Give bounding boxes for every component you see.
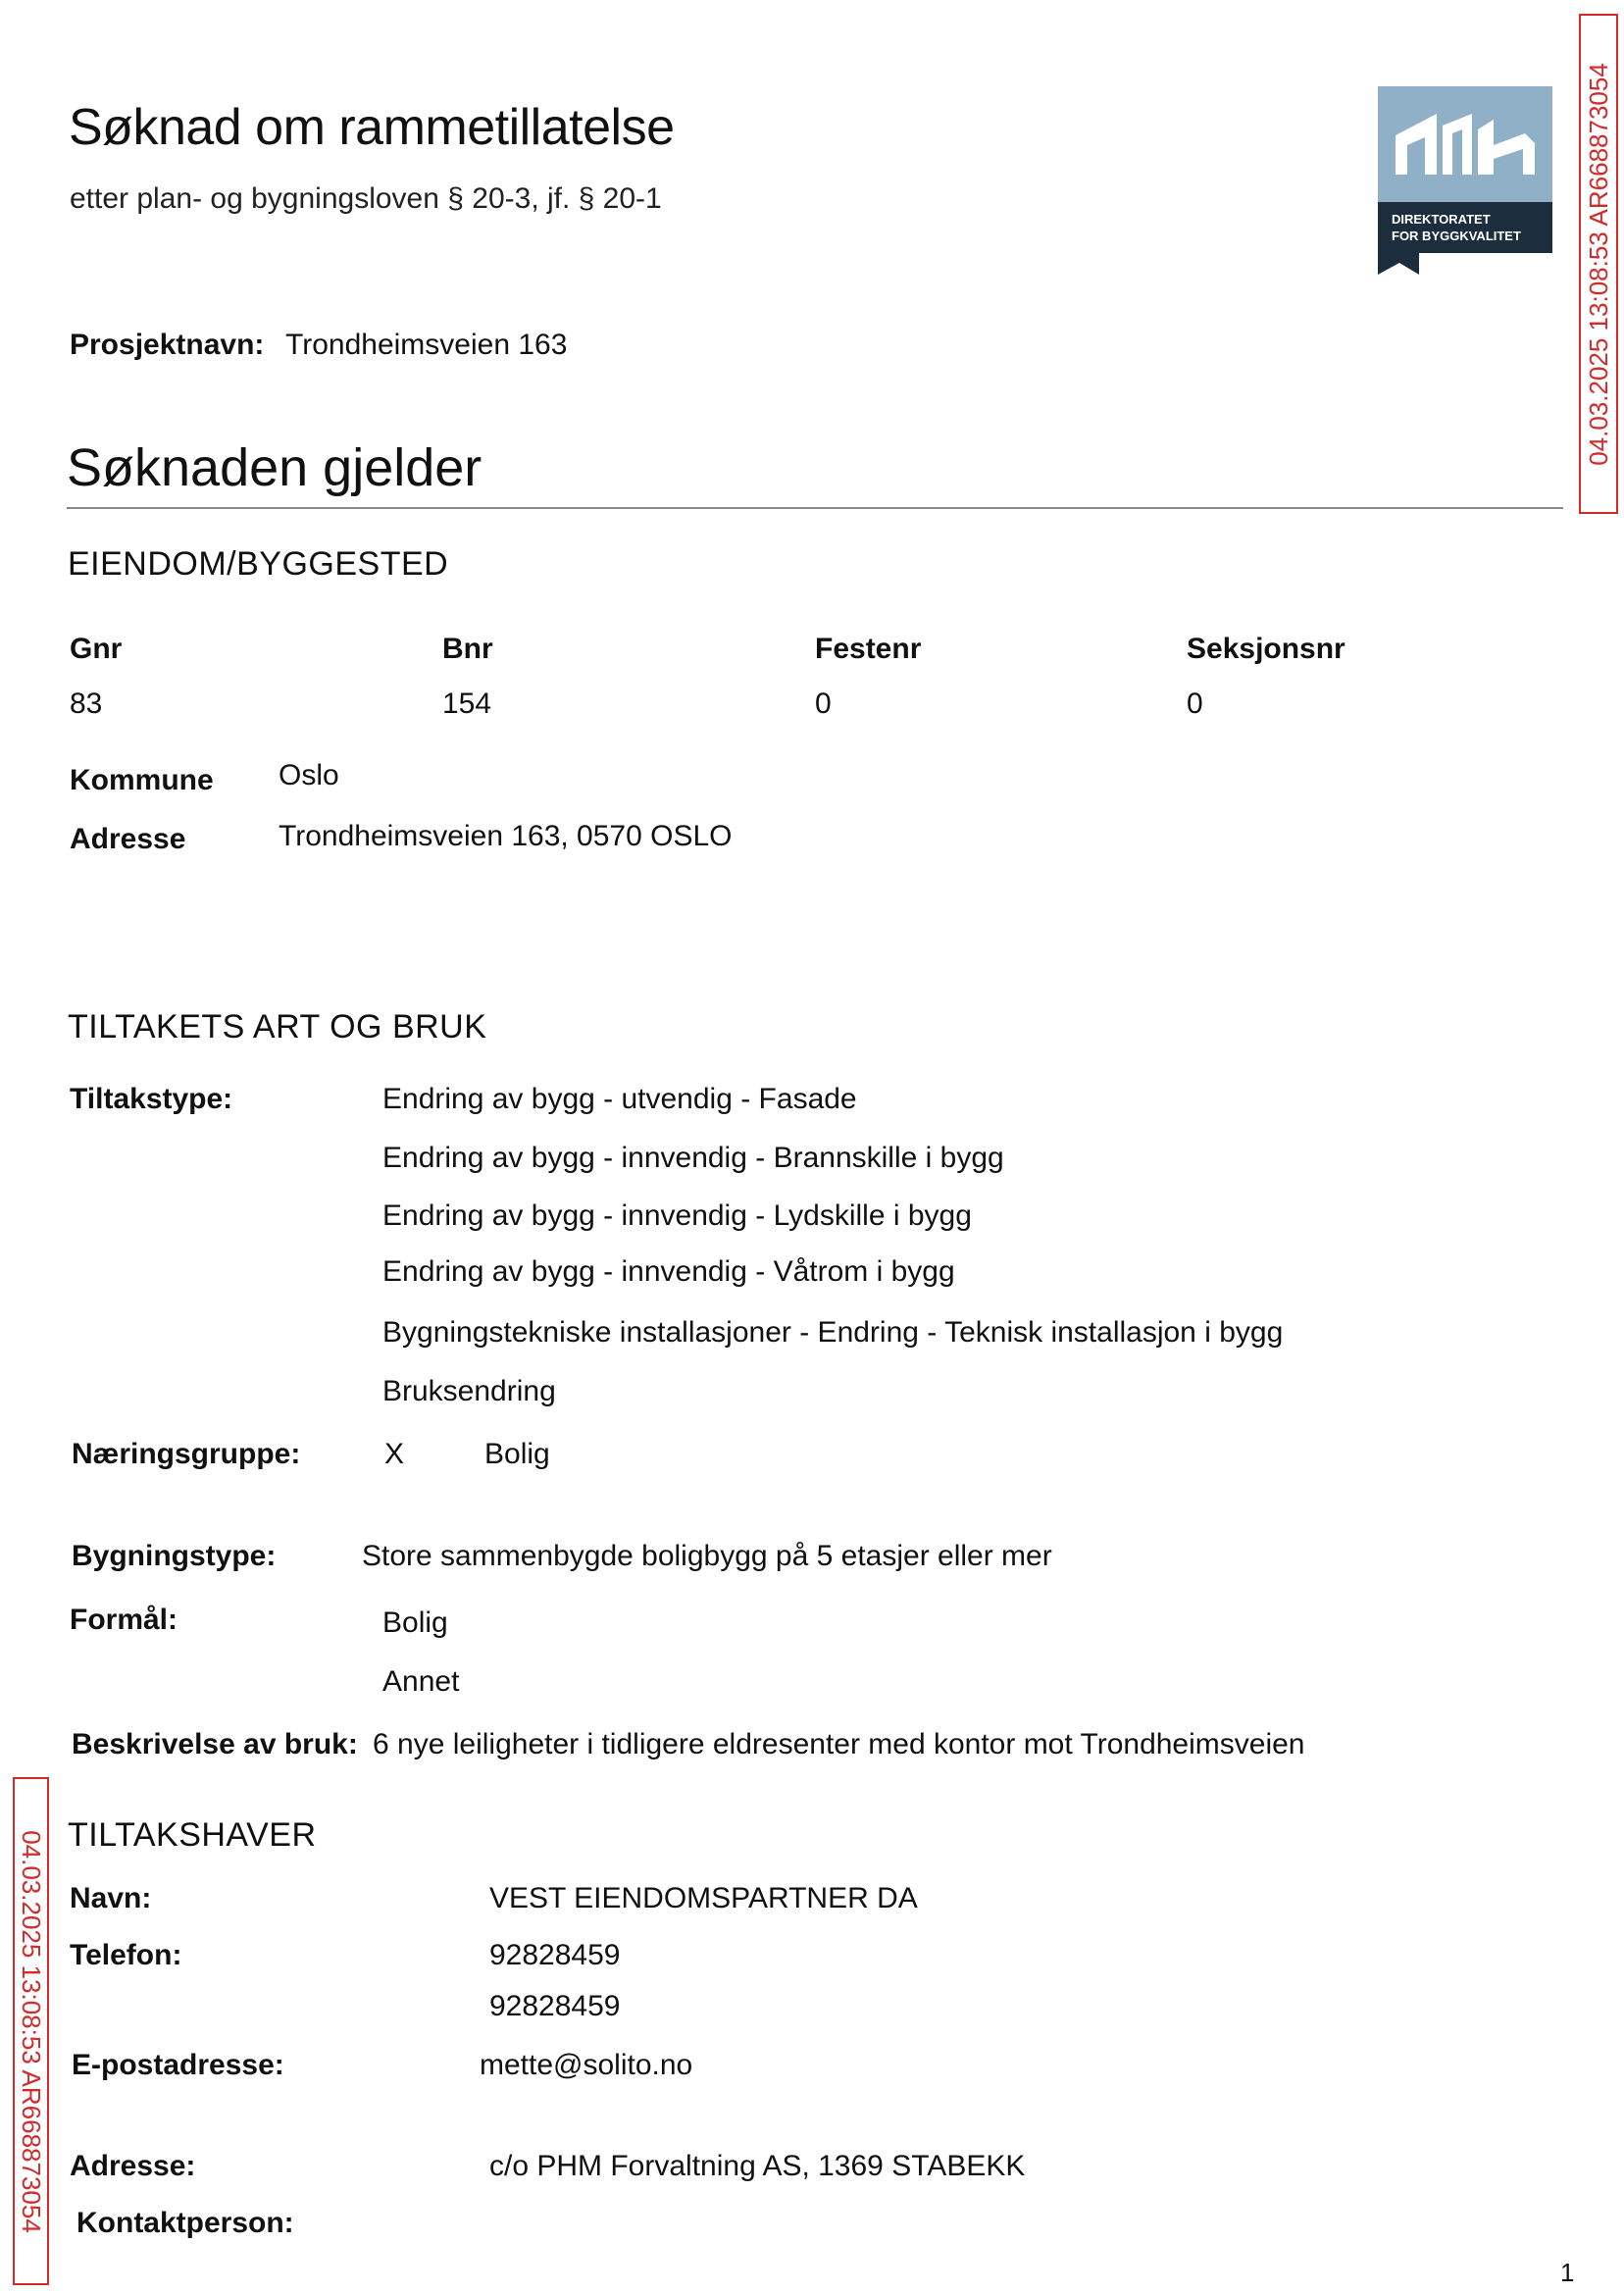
- naeringsgruppe-code: X: [384, 1438, 405, 1470]
- formaal-item: Annet: [382, 1665, 460, 1698]
- logo-text-line2: FOR BYGGKVALITET: [1392, 229, 1521, 243]
- tiltakstype-item: Endring av bygg - innvendig - Brannskille i bygg: [382, 1142, 1004, 1174]
- stamp-text: 04.03.2025 13:08:53 AR668873054: [17, 1829, 47, 2233]
- tiltakstype-item: Endring av bygg - innvendig - Våtrom i bygg: [382, 1255, 955, 1288]
- logo-text-line1: DIREKTORATET: [1392, 212, 1491, 227]
- festenr-label: Festenr: [815, 633, 922, 665]
- registration-stamp-left: [13, 1777, 49, 2285]
- dibk-logo-icon: [1378, 86, 1552, 275]
- tiltakshaver-adresse-value: c/o PHM Forvaltning AS, 1369 STABEKK: [489, 2150, 1026, 2182]
- epost-label: E-postadresse:: [72, 2049, 284, 2081]
- tiltakstype-label: Tiltakstype:: [70, 1083, 233, 1115]
- heading-tiltak: TILTAKETS ART OG BRUK: [68, 1008, 487, 1045]
- project-label: Prosjektnavn:: [70, 329, 265, 361]
- beskrivelse-value: 6 nye leiligheter i tidligere eldresenter med kontor mot Trondheimsveien: [373, 1728, 1305, 1760]
- heading-tiltakshaver: TILTAKSHAVER: [68, 1816, 317, 1854]
- kommune-label: Kommune: [70, 764, 214, 796]
- bnr-value: 154: [442, 688, 492, 720]
- page-number: 1: [1560, 2258, 1575, 2287]
- formaal-item: Bolig: [382, 1606, 448, 1639]
- formaal-label: Formål:: [70, 1604, 178, 1636]
- tiltakstype-item: Endring av bygg - innvendig - Lydskille i bygg: [382, 1199, 972, 1232]
- gnr-value: 83: [70, 688, 103, 720]
- adresse-label: Adresse: [70, 823, 186, 855]
- seksjonsnr-label: Seksjonsnr: [1187, 633, 1345, 665]
- telefon-label: Telefon:: [70, 1939, 182, 1971]
- tiltakshaver-adresse-label: Adresse:: [70, 2150, 196, 2182]
- telefon-value: 92828459: [489, 1939, 621, 1971]
- adresse-value: Trondheimsveien 163, 0570 OSLO: [279, 820, 733, 852]
- tiltakstype-item: Bruksendring: [382, 1375, 556, 1407]
- navn-label: Navn:: [70, 1882, 152, 1914]
- beskrivelse-label: Beskrivelse av bruk:: [72, 1728, 358, 1760]
- bygningstype-label: Bygningstype:: [72, 1540, 277, 1572]
- section-divider: [67, 507, 1563, 509]
- navn-value: VEST EIENDOMSPARTNER DA: [489, 1882, 918, 1914]
- kommune-value: Oslo: [279, 759, 339, 791]
- bnr-label: Bnr: [442, 633, 493, 665]
- page-subtitle: etter plan- og bygningsloven § 20-3, jf. § 20-1: [70, 182, 662, 215]
- festenr-value: 0: [815, 688, 832, 720]
- project-value: Trondheimsveien 163: [285, 329, 568, 361]
- telefon-value: 92828459: [489, 1990, 621, 2022]
- section-heading-soknaden: Søknaden gjelder: [67, 438, 482, 497]
- heading-eiendom: EIENDOM/BYGGESTED: [68, 545, 449, 583]
- page-title: Søknad om rammetillatelse: [69, 99, 675, 156]
- seksjonsnr-value: 0: [1187, 688, 1203, 720]
- tiltakstype-item: Endring av bygg - utvendig - Fasade: [382, 1083, 857, 1115]
- tiltakstype-item: Bygningstekniske installasjoner - Endring - Teknisk installasjon i bygg: [382, 1316, 1284, 1349]
- gnr-label: Gnr: [70, 633, 123, 665]
- naeringsgruppe-value: Bolig: [484, 1438, 550, 1470]
- kontaktperson-label: Kontaktperson:: [76, 2207, 294, 2239]
- registration-stamp-top: [1579, 14, 1618, 514]
- bygningstype-value: Store sammenbygde boligbygg på 5 etasjer eller mer: [362, 1540, 1052, 1572]
- dibk-logo: [1378, 86, 1552, 275]
- naeringsgruppe-label: Næringsgruppe:: [72, 1438, 301, 1470]
- stamp-text: 04.03.2025 13:08:53 AR668873054: [1583, 62, 1613, 466]
- epost-value: mette@solito.no: [480, 2049, 693, 2081]
